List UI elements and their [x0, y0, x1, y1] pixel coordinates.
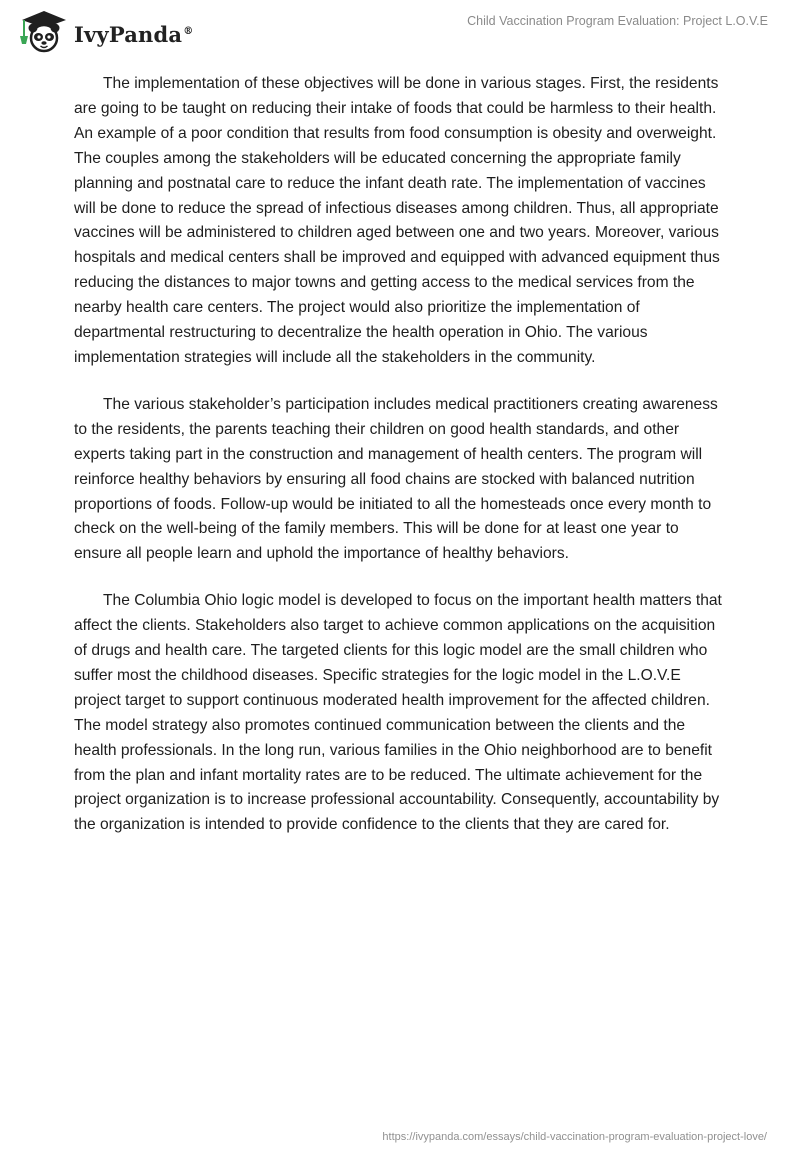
brand-name: IvyPanda®	[74, 21, 194, 47]
source-url-link[interactable]: https://ivypanda.com/essays/child-vaccination-program-evaluation-project-love/	[382, 1131, 767, 1143]
ivypanda-logo[interactable]	[14, 8, 193, 54]
paragraph: The implementation of these objectives will be done in various stages. First, the residents are going to be taught on reducing their intake of foods that could be harmless to their health. An example of a poor condition that results from food consumption is obesity and overweight. The couples among the stakeholders will be educated concerning the appropriate family planning and postnatal care to reduce the infant death rate. The implementation of vaccines will be done to reduce the spread of infectious diseases among children. Thus, all appropriate vaccines will be administered to children aged between one and two years. Moreover, various hospitals and medical centers shall be improved and equipped with advanced equipment thus reducing the distances to major towns and getting access to the medical services from the nearby health care centers. The project would also prioritize the implementation of departmental restructuring to decentralize the health operation in Ohio. The various implementation strategies will include all the stakeholders in the community.	[74, 75, 720, 366]
document-title: Child Vaccination Program Evaluation: Project L.O.V.E	[467, 14, 768, 28]
registered-mark: ®	[183, 25, 194, 37]
paragraph: The various stakeholder’s participation includes medical practitioners creating awareness to the residents, the parents teaching their children on good health standards, and other experts taking part in the construction and management of health centers. The program will reinforce healthy behaviors by ensuring all food chains are stocked with balanced nutrition proportions of foods. Follow-up would be initiated to all the homesteads once every month to check on the well-being of the family members. This will be done for at least one year to ensure all people learn and uphold the importance of healthy behaviors.	[74, 395, 718, 563]
essay-body	[74, 72, 730, 860]
paragraph: The Columbia Ohio logic model is developed to focus on the important health matters that affect the clients. Stakeholders also target to achieve common applications on the acquisition of drugs and health care. The targeted clients for this logic model are the small children who suffer most the childhood diseases. Specific strategies for the logic model in the L.O.V.E project target to support continuous moderated health improvement for the affected children. The model strategy also promotes continued communication between the clients and the health professionals. In the long run, various families in the Ohio neighborhood are to benefit from the plan and infant mortality rates are to be reduced. The ultimate achievement for the project organization is to increase professional accountability. Consequently, accountability by the organization is intended to provide confidence to the clients that they are cared for.	[74, 592, 722, 834]
page-header	[0, 0, 800, 64]
panda-graduate-icon	[14, 8, 70, 54]
